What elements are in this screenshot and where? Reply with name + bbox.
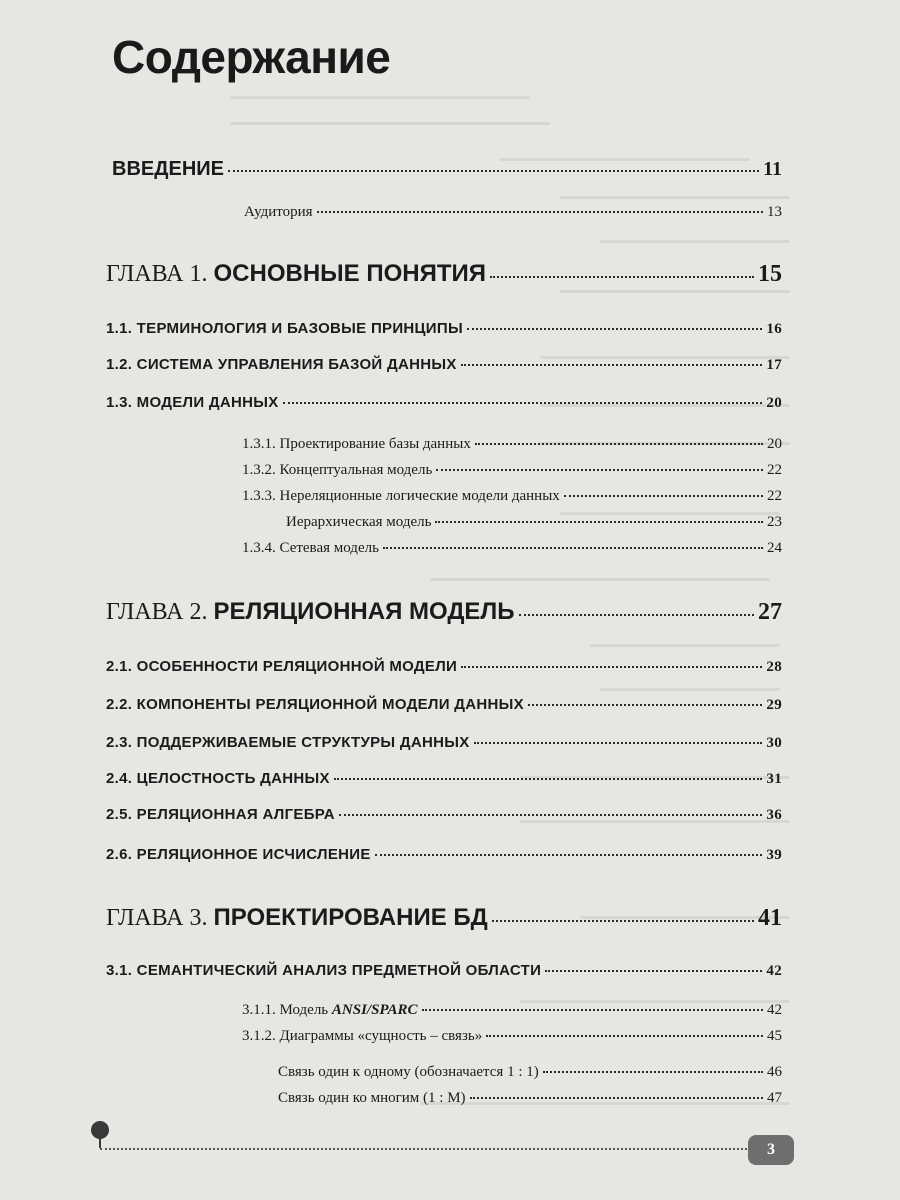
entry-label: 2.2. КОМПОНЕНТЫ РЕЛЯЦИОННОЙ МОДЕЛИ ДАННЫХ	[106, 696, 524, 713]
toc-entry-2-2[interactable]	[106, 696, 782, 714]
page-number: 11	[763, 158, 782, 180]
leader-dots	[339, 814, 762, 816]
page-number: 42	[767, 1002, 782, 1018]
footer-dotted-rule	[100, 1148, 755, 1150]
entry-label: Связь один к одному (обозначается 1 : 1)	[278, 1064, 539, 1080]
entry-label: Связь один ко многим (1 : M)	[278, 1090, 466, 1106]
toc-entry-2-1[interactable]	[106, 658, 782, 676]
toc-entry-one-to-many[interactable]	[278, 1090, 782, 1107]
entry-label: 3.1.2. Диаграммы «сущность – связь»	[242, 1028, 483, 1044]
leader-dots	[543, 1071, 763, 1073]
chapter-title: ПРОЕКТИРОВАНИЕ БД	[213, 904, 488, 931]
toc-entry-2-6[interactable]	[106, 846, 782, 864]
toc-entry-chapter-2[interactable]	[106, 598, 782, 626]
leader-dots	[545, 970, 762, 972]
leader-dots	[490, 276, 754, 278]
toc-entry-3-1-1[interactable]	[242, 1002, 782, 1019]
leader-dots	[519, 614, 754, 616]
entry-label	[106, 260, 486, 288]
toc-entry-1-2[interactable]	[106, 356, 782, 374]
page-number: 42	[766, 963, 782, 979]
page-number: 29	[766, 697, 782, 713]
toc-entry-1-3-3[interactable]	[242, 488, 782, 505]
leader-dots	[470, 1097, 763, 1099]
toc-entry-2-5[interactable]	[106, 806, 782, 824]
entry-label	[106, 904, 488, 932]
chapter-prefix: ГЛАВА 1.	[106, 261, 214, 287]
leader-dots	[564, 495, 763, 497]
toc-entry-3-1[interactable]	[106, 962, 782, 980]
leader-dots	[461, 364, 763, 366]
page-number-badge: 3	[748, 1135, 794, 1165]
leader-dots	[467, 328, 762, 330]
leader-dots	[334, 778, 763, 780]
entry-label: Аудитория	[244, 204, 313, 220]
leader-dots	[461, 666, 762, 668]
toc-entry-audience[interactable]	[244, 204, 782, 221]
page-number: 45	[767, 1028, 782, 1044]
entry-label: 1.3.3. Нереляционные логические модели данных	[242, 488, 560, 504]
entry-label: 3.1. СЕМАНТИЧЕСКИЙ АНАЛИЗ ПРЕДМЕТНОЙ ОБЛАСТИ	[106, 962, 542, 979]
leader-dots	[383, 547, 763, 549]
entry-label: 2.5. РЕЛЯЦИОННАЯ АЛГЕБРА	[106, 806, 335, 823]
toc-entry-1-3-2[interactable]	[242, 462, 782, 479]
toc-entry-hierarchical-model[interactable]	[286, 514, 782, 531]
entry-label: Иерархическая модель	[286, 514, 432, 530]
page-number: 31	[766, 771, 782, 787]
chapter-title: ОСНОВНЫЕ ПОНЯТИЯ	[213, 260, 487, 287]
leader-dots	[283, 402, 763, 404]
page-number: 13	[767, 204, 782, 220]
entry-label-prefix: 3.1.1. Модель	[242, 1002, 332, 1018]
page-number: 20	[767, 436, 782, 452]
toc-entry-2-3[interactable]	[106, 734, 782, 752]
leader-dots	[435, 521, 763, 523]
page-number: 28	[766, 659, 782, 675]
entry-label	[106, 598, 515, 626]
entry-label: 2.6. РЕЛЯЦИОННОЕ ИСЧИСЛЕНИЕ	[106, 846, 371, 863]
toc-entry-1-3-4[interactable]	[242, 540, 782, 557]
page-title: Содержание	[112, 31, 391, 83]
entry-label	[242, 1002, 418, 1019]
toc-entry-introduction[interactable]	[112, 158, 782, 181]
leader-dots	[528, 704, 762, 706]
entry-label: 1.3.2. Концептуальная модель	[242, 462, 433, 478]
toc-entry-chapter-1[interactable]	[106, 260, 782, 288]
toc-entry-1-3[interactable]	[106, 394, 782, 412]
chapter-prefix: ГЛАВА 2.	[106, 599, 214, 625]
leader-dots	[492, 920, 754, 922]
toc-entry-1-3-1[interactable]	[242, 436, 782, 453]
leader-dots	[474, 742, 763, 744]
entry-label: 2.3. ПОДДЕРЖИВАЕМЫЕ СТРУКТУРЫ ДАННЫХ	[106, 734, 470, 751]
entry-label-emphasis: ANSI/SPARC	[331, 1002, 418, 1018]
entry-label: 2.4. ЦЕЛОСТНОСТЬ ДАННЫХ	[106, 770, 330, 787]
toc-entry-2-4[interactable]	[106, 770, 782, 788]
toc-entry-chapter-3[interactable]	[106, 904, 782, 932]
page-number: 17	[766, 357, 782, 373]
page-number: 16	[766, 321, 782, 337]
leader-dots	[317, 211, 763, 213]
leader-dots	[228, 170, 759, 172]
page-number: 22	[767, 488, 782, 504]
page-number: 30	[766, 735, 782, 751]
chapter-title: РЕЛЯЦИОННАЯ МОДЕЛЬ	[213, 598, 515, 625]
toc-entry-3-1-2[interactable]	[242, 1028, 782, 1045]
page-number: 23	[767, 514, 782, 530]
page-number: 39	[766, 847, 782, 863]
toc-entry-one-to-one[interactable]	[278, 1064, 782, 1081]
entry-label: 1.3.4. Сетевая модель	[242, 540, 379, 556]
leader-dots	[486, 1035, 763, 1037]
page-number: 41	[758, 905, 782, 931]
entry-label: 1.1. ТЕРМИНОЛОГИЯ И БАЗОВЫЕ ПРИНЦИПЫ	[106, 320, 463, 337]
page-number: 46	[767, 1064, 782, 1080]
entry-label: 1.3.1. Проектирование базы данных	[242, 436, 471, 452]
page-number: 22	[767, 462, 782, 478]
entry-label: 1.2. СИСТЕМА УПРАВЛЕНИЯ БАЗОЙ ДАННЫХ	[106, 356, 457, 373]
page-number: 27	[758, 599, 782, 625]
toc-entry-1-1[interactable]	[106, 320, 782, 338]
page-number: 47	[767, 1090, 782, 1106]
leader-dots	[475, 443, 763, 445]
leader-dots	[422, 1009, 764, 1011]
page-number: 24	[767, 540, 782, 556]
entry-label: 2.1. ОСОБЕННОСТИ РЕЛЯЦИОННОЙ МОДЕЛИ	[106, 658, 458, 675]
leader-dots	[375, 854, 763, 856]
footer-pin-stem	[99, 1136, 101, 1148]
entry-label: 1.3. МОДЕЛИ ДАННЫХ	[106, 394, 279, 411]
entry-label: ВВЕДЕНИЕ	[112, 158, 224, 180]
page-number: 15	[758, 261, 782, 287]
page-number: 36	[766, 807, 782, 823]
leader-dots	[436, 469, 763, 471]
page-number: 20	[766, 395, 782, 411]
chapter-prefix: ГЛАВА 3.	[106, 905, 214, 931]
